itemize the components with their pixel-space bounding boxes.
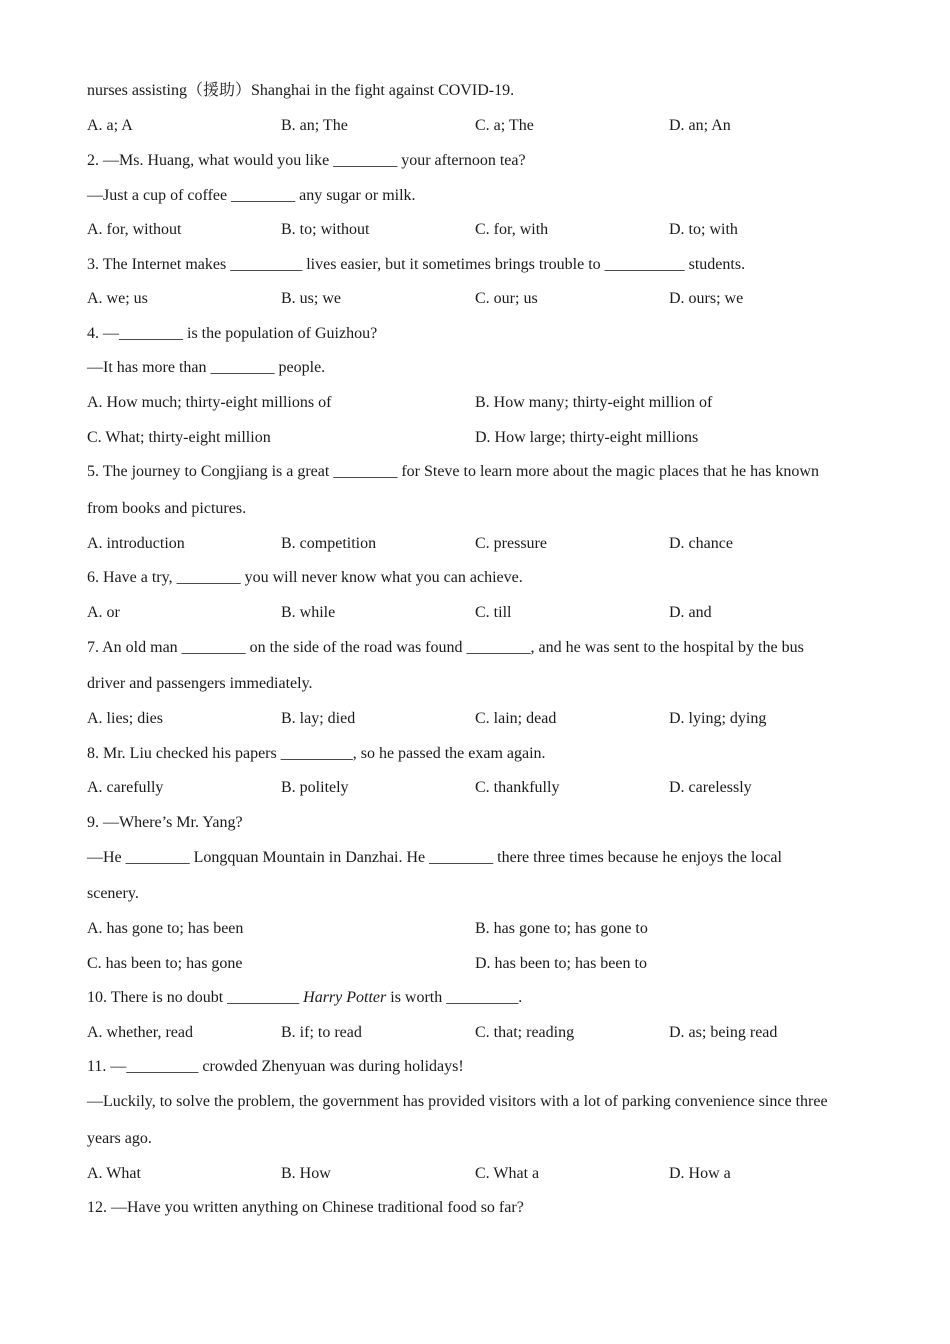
question-11-line-1: 11. —_________ crowded Zhenyuan was during holidays! [87,1058,464,1075]
question-9-line-1: 9. —Where’s Mr. Yang? [87,814,243,831]
q7-option-d: D. lying; dying [669,710,767,727]
q8-option-c: C. thankfully [475,779,560,796]
q9-option-b: B. has gone to; has gone to [475,920,648,937]
q2-option-d: D. to; with [669,221,738,238]
q7-option-c: C. lain; dead [475,710,557,727]
q1-option-d: D. an; An [669,117,731,134]
question-7-line-2: driver and passengers immediately. [87,675,313,692]
question-4-line-2: —It has more than ________ people. [87,359,326,376]
q8-option-d: D. carelessly [669,779,752,796]
q10-option-d: D. as; being read [669,1024,778,1041]
q4-option-d: D. How large; thirty-eight millions [475,429,699,446]
q2-option-c: C. for, with [475,221,549,238]
q11-option-a: A. What [87,1165,141,1182]
q1-option-a: A. a; A [87,117,133,134]
question-5-line-2: from books and pictures. [87,500,247,517]
q1-option-b: B. an; The [281,117,348,134]
q6-option-d: D. and [669,604,712,621]
q6-option-c: C. till [475,604,512,621]
question-7-line-1: 7. An old man ________ on the side of the road was found ________, and he was sent to the hospital by the bus [87,639,804,656]
question-2-line-1: 2. —Ms. Huang, what would you like ________ your afternoon tea? [87,152,526,169]
q10-text-start: 10. There is no doubt _________ [87,989,304,1006]
q3-option-d: D. ours; we [669,290,744,307]
q8-option-b: B. politely [281,779,349,796]
q3-option-c: C. our; us [475,290,538,307]
q10-option-a: A. whether, read [87,1024,193,1041]
question-4-line-1: 4. —________ is the population of Guizhou? [87,325,378,342]
question-11-line-2: —Luckily, to solve the problem, the government has provided visitors with a lot of parking convenience since three [87,1093,828,1110]
q3-option-a: A. we; us [87,290,148,307]
question-9-line-3: scenery. [87,885,139,902]
q10-text-end: is worth _________. [386,989,523,1006]
q8-option-a: A. carefully [87,779,164,796]
question-8: 8. Mr. Liu checked his papers _________, so he passed the exam again. [87,745,546,762]
q10-option-b: B. if; to read [281,1024,362,1041]
q4-option-b: B. How many; thirty-eight million of [475,394,713,411]
q4-option-a: A. How much; thirty-eight millions of [87,394,332,411]
q6-option-b: B. while [281,604,336,621]
q7-option-b: B. lay; died [281,710,356,727]
q11-option-d: D. How a [669,1165,731,1182]
question-5-line-1: 5. The journey to Congjiang is a great ________ for Steve to learn more about the magic places that he has known [87,463,819,480]
question-2-line-2: —Just a cup of coffee ________ any sugar or milk. [87,187,416,204]
q11-option-c: C. What a [475,1165,540,1182]
q11-option-b: B. How [281,1165,331,1182]
q10-option-c: C. that; reading [475,1024,575,1041]
q2-option-b: B. to; without [281,221,370,238]
question-1-stem: nurses assisting（援助）Shanghai in the fight against COVID-19. [87,82,515,99]
q5-option-c: C. pressure [475,535,547,552]
question-11-line-3: years ago. [87,1130,152,1147]
q5-option-b: B. competition [281,535,377,552]
q9-option-d: D. has been to; has been to [475,955,647,972]
q3-option-b: B. us; we [281,290,341,307]
q2-option-a: A. for, without [87,221,182,238]
question-9-line-2: —He ________ Longquan Mountain in Danzhai. He ________ there three times because he enjoys the local [87,849,782,866]
q1-option-c: C. a; The [475,117,534,134]
question-6: 6. Have a try, ________ you will never know what you can achieve. [87,569,523,586]
q4-option-c: C. What; thirty-eight million [87,429,271,446]
question-12: 12. —Have you written anything on Chinese traditional food so far? [87,1199,524,1216]
q7-option-a: A. lies; dies [87,710,163,727]
question-10 [87,988,522,1008]
q9-option-a: A. has gone to; has been [87,920,244,937]
q5-option-a: A. introduction [87,535,185,552]
q10-book-title: Harry Potter [303,989,387,1006]
q6-option-a: A. or [87,604,120,621]
q5-option-d: D. chance [669,535,733,552]
q9-option-c: C. has been to; has gone [87,955,243,972]
question-3: 3. The Internet makes _________ lives easier, but it sometimes brings trouble to __________ students. [87,256,746,273]
